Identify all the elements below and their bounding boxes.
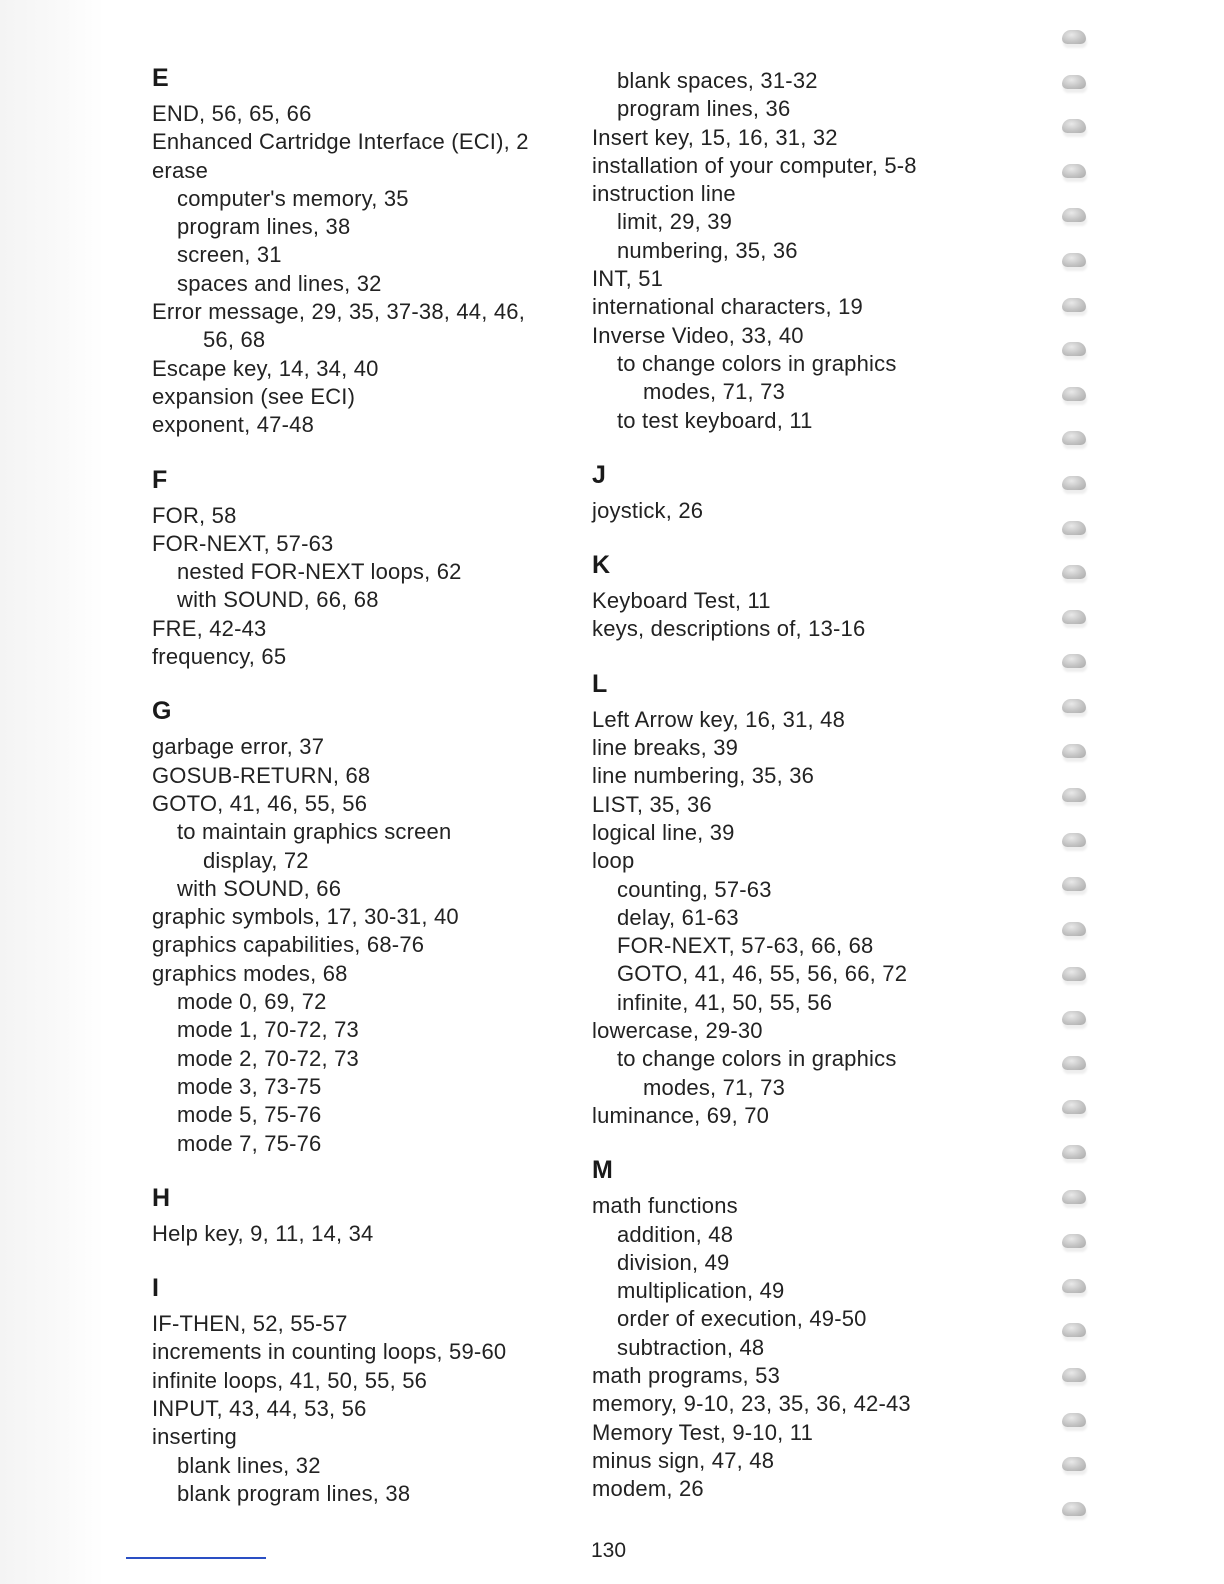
index-entry: exponent, 47-48 (152, 412, 315, 438)
binding-hole (1062, 699, 1086, 713)
section-letter: L (592, 669, 608, 698)
index-entry: graphics modes, 68 (152, 960, 348, 986)
index-entry: international characters, 19 (592, 294, 863, 320)
binding-hole (1062, 654, 1086, 668)
binding-hole (1062, 30, 1086, 44)
index-section (152, 1184, 592, 1248)
binding-hole (1062, 1502, 1086, 1516)
index-subentry: multiplication, 49 (617, 1278, 785, 1304)
index-subentry: mode 3, 73-75 (177, 1073, 322, 1099)
index-subentry: addition, 48 (617, 1221, 734, 1247)
index-entry: line breaks, 39 (592, 735, 739, 761)
binding-hole (1062, 342, 1086, 356)
index-subentry: numbering, 35, 36 (617, 237, 798, 263)
index-entry: keys, descriptions of, 13-16 (592, 616, 866, 642)
index-subentry: mode 1, 70-72, 73 (177, 1017, 359, 1043)
section-letter: E (152, 64, 169, 92)
index-entry: inserting (152, 1424, 237, 1450)
index-entry: GOTO, 41, 46, 55, 56 (152, 790, 368, 816)
index-subentry: program lines, 38 (177, 214, 351, 240)
index-entry: IF-THEN, 52, 55-57 (152, 1311, 348, 1337)
binding-hole (1062, 967, 1086, 981)
index-subentry: nested FOR-NEXT loops, 62 (177, 559, 462, 585)
index-section (592, 670, 1032, 1130)
index-entry: luminance, 69, 70 (592, 1102, 770, 1128)
section-gap (592, 525, 1032, 551)
section-letter: F (152, 465, 168, 494)
section-gap (592, 1130, 1032, 1156)
index-section (592, 67, 1032, 435)
binding-hole (1062, 565, 1086, 579)
index-entry: memory, 9-10, 23, 35, 36, 42-43 (592, 1391, 911, 1417)
index-subentry: computer's memory, 35 (177, 185, 409, 211)
index-entry: graphics capabilities, 68-76 (152, 932, 425, 958)
binding-hole (1062, 75, 1086, 89)
index-subentry: limit, 29, 39 (617, 209, 733, 235)
section-gap (152, 1158, 592, 1184)
section-letter: M (592, 1156, 613, 1185)
binding-hole (1062, 922, 1086, 936)
binding-hole (1062, 833, 1086, 847)
index-subentry: mode 7, 75-76 (177, 1130, 322, 1156)
binding-hole (1062, 1100, 1086, 1114)
index-subentry: 56, 68 (203, 327, 266, 353)
section-gap (152, 1248, 592, 1274)
binding-hole (1062, 298, 1086, 312)
index-entry: Insert key, 15, 16, 31, 32 (592, 124, 838, 150)
section-letter: K (592, 551, 611, 580)
index-entry: INPUT, 43, 44, 53, 56 (152, 1395, 367, 1421)
index-entry: expansion (see ECI) (152, 383, 356, 409)
index-subentry: modes, 71, 73 (643, 1074, 786, 1100)
binding-hole (1062, 1279, 1086, 1293)
index-subentry: order of execution, 49-50 (617, 1306, 867, 1332)
index-subentry: infinite, 41, 50, 55, 56 (617, 989, 833, 1015)
index-subentry: GOTO, 41, 46, 55, 56, 66, 72 (617, 961, 908, 987)
index-entry: FRE, 42-43 (152, 615, 267, 641)
index-entry: Escape key, 14, 34, 40 (152, 355, 379, 381)
index-subentry: to change colors in graphics (617, 350, 897, 376)
index-entry: Help key, 9, 11, 14, 34 (152, 1220, 374, 1246)
index-section (152, 64, 592, 440)
index-entry: math programs, 53 (592, 1362, 781, 1388)
index-subentry: blank program lines, 38 (177, 1480, 411, 1506)
index-subentry: subtraction, 48 (617, 1334, 765, 1360)
binding-hole (1062, 431, 1086, 445)
index-entry: FOR-NEXT, 57-63 (152, 530, 334, 556)
section-gap (152, 671, 592, 697)
index-subentry: division, 49 (617, 1249, 730, 1275)
index-subentry: with SOUND, 66, 68 (177, 587, 379, 613)
index-entry: Memory Test, 9-10, 11 (592, 1419, 814, 1445)
index-entry: Left Arrow key, 16, 31, 48 (592, 706, 846, 732)
binding-hole (1062, 208, 1086, 222)
section-gap (592, 644, 1032, 670)
section-gap (152, 440, 592, 466)
binding-hole (1062, 1056, 1086, 1070)
index-subentry: delay, 61-63 (617, 904, 739, 930)
index-subentry: spaces and lines, 32 (177, 270, 382, 296)
index-column-left (152, 64, 592, 1508)
index-subentry: to change colors in graphics (617, 1046, 897, 1072)
index-entry: FOR, 58 (152, 502, 237, 528)
section-letter: I (152, 1274, 159, 1303)
index-subentry: program lines, 36 (617, 96, 791, 122)
binding-hole (1062, 1011, 1086, 1025)
index-entry: modem, 26 (592, 1476, 704, 1502)
index-entry: Enhanced Cartridge Interface (ECI), 2 (152, 129, 529, 155)
index-entry: erase (152, 157, 209, 183)
index-entry: joystick, 26 (592, 497, 704, 523)
index-entry: loop (592, 848, 635, 874)
index-entry: INT, 51 (592, 266, 664, 292)
index-subentry: with SOUND, 66 (177, 875, 342, 901)
binding-hole (1062, 521, 1086, 535)
index-subentry: display, 72 (203, 847, 309, 873)
binding-hole (1062, 1145, 1086, 1159)
binding-hole (1062, 610, 1086, 624)
index-entry: increments in counting loops, 59-60 (152, 1339, 507, 1365)
binding-hole (1062, 476, 1086, 490)
index-subentry: mode 0, 69, 72 (177, 989, 327, 1015)
index-entry: math functions (592, 1193, 738, 1219)
index-column-right (592, 67, 1032, 1503)
index-entry: garbage error, 37 (152, 734, 325, 760)
binding-hole (1062, 1457, 1086, 1471)
index-entry: Keyboard Test, 11 (592, 588, 771, 614)
binding-hole (1062, 253, 1086, 267)
index-entry: infinite loops, 41, 50, 55, 56 (152, 1367, 428, 1393)
index-entry: instruction line (592, 181, 736, 207)
index-entry: lowercase, 29-30 (592, 1018, 763, 1044)
index-entry: GOSUB-RETURN, 68 (152, 762, 371, 788)
index-section (592, 461, 1032, 525)
index-section (152, 697, 592, 1157)
page-number: 130 (591, 1539, 627, 1562)
index-entry: LIST, 35, 36 (592, 791, 712, 817)
footer-rule (126, 1557, 266, 1559)
binding-hole (1062, 1413, 1086, 1427)
index-subentry: counting, 57-63 (617, 876, 772, 902)
index-entry: graphic symbols, 17, 30-31, 40 (152, 904, 459, 930)
page-edge-shadow (0, 0, 104, 1584)
binding-hole (1062, 387, 1086, 401)
index-subentry: mode 5, 75-76 (177, 1102, 322, 1128)
index-subentry: blank lines, 32 (177, 1452, 321, 1478)
section-gap (592, 435, 1032, 461)
binding-hole (1062, 788, 1086, 802)
binding-hole (1062, 164, 1086, 178)
index-entry: line numbering, 35, 36 (592, 763, 815, 789)
index-subentry: to maintain graphics screen (177, 819, 452, 845)
binding-hole (1062, 119, 1086, 133)
index-subentry: mode 2, 70-72, 73 (177, 1045, 359, 1071)
index-section (152, 466, 592, 672)
index-subentry: modes, 71, 73 (643, 379, 786, 405)
index-entry: END, 56, 65, 66 (152, 101, 312, 126)
index-entry: frequency, 65 (152, 644, 287, 670)
index-section (152, 1274, 592, 1508)
index-subentry: screen, 31 (177, 242, 282, 268)
index-entry: installation of your computer, 5-8 (592, 152, 917, 178)
index-section (592, 1156, 1032, 1503)
index-entry: minus sign, 47, 48 (592, 1447, 775, 1473)
binding-hole (1062, 1190, 1086, 1204)
binding-hole (1062, 877, 1086, 891)
index-entry: Error message, 29, 35, 37-38, 44, 46, (152, 299, 526, 325)
index-section (592, 551, 1032, 644)
section-letter: J (592, 460, 606, 489)
index-entry: logical line, 39 (592, 819, 735, 845)
section-letter: H (152, 1183, 171, 1212)
binding-hole (1062, 1234, 1086, 1248)
section-letter: G (152, 697, 172, 726)
index-entry: Inverse Video, 33, 40 (592, 322, 804, 348)
index-subentry: blank spaces, 31-32 (617, 68, 818, 93)
binding-hole (1062, 1323, 1086, 1337)
index-subentry: FOR-NEXT, 57-63, 66, 68 (617, 933, 874, 959)
index-subentry: to test keyboard, 11 (617, 407, 813, 433)
spiral-binding (1060, 0, 1096, 1584)
binding-hole (1062, 744, 1086, 758)
binding-hole (1062, 1368, 1086, 1382)
